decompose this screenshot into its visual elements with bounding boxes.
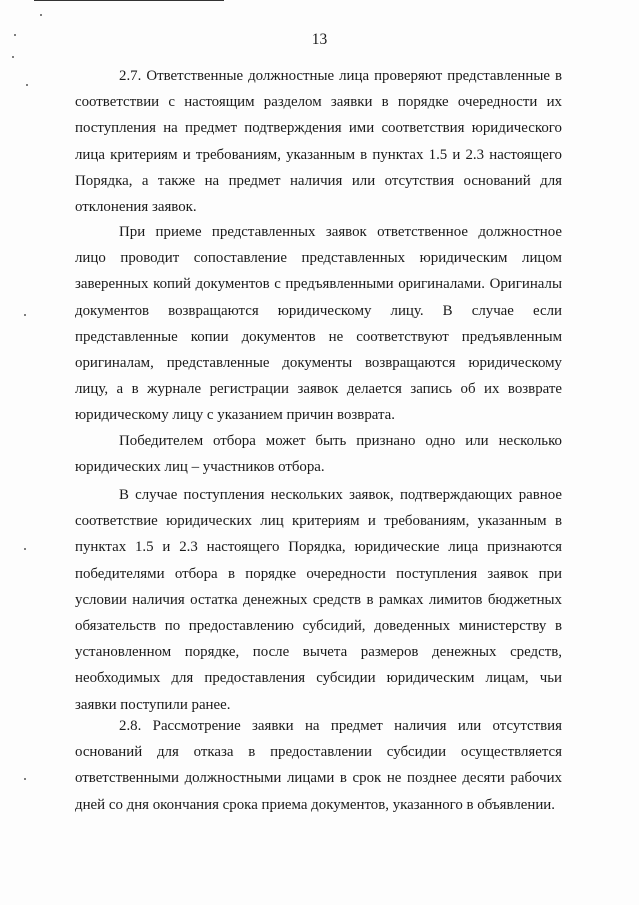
scan-speck: [12, 56, 14, 58]
paragraph-2-8: 2.8. Рассмотрение заявки на предмет наличия или отсутствия оснований для отказа в предоставлении субсидии осуществляется ответственными должностными лицами в срок не позднее десяти рабочих дней со дня окончания срока приема документов, указанного в объявлении.: [75, 718, 562, 813]
scan-speck: [24, 314, 26, 316]
paragraph-winner: Победителем отбора может быть признано одно или несколько юридических лиц – участников отбора.: [75, 433, 562, 476]
top-rule: [34, 0, 224, 1]
page-number: 13: [311, 31, 328, 48]
paragraph-2-7: 2.7. Ответственные должностные лица проверяют представленные в соответствии с настоящим разделом заявки в порядке очередности их поступления на предмет подтверждения ими соответствия юридического лица критериям и требованиям, указанным в пунктах 1.5 и 2.3 настоящего Порядка, а также на предмет наличия или отсутствия оснований для отклонения заявок.: [75, 68, 562, 216]
scan-speck: [24, 548, 26, 550]
paragraph-acceptance-check: При приеме представленных заявок ответственное должностное лицо проводит сопоставление представленных юридическим лицом заверенных копий документов с предъявленными оригиналами. Оригиналы документов возвращаются юридическому лицу. В случае если представленные копии документов не соответствуют предъявленным оригиналам, представленные документы возвращаются юридическому лицу, а в журнале регистрации заявок делается запись об их возврате юридическому лицу с указанием причин возврата.: [75, 224, 562, 424]
scan-speck: [24, 778, 26, 780]
scan-speck: [40, 14, 42, 16]
scan-speck: [26, 84, 28, 86]
paragraph-multiple-applications: В случае поступления нескольких заявок, подтверждающих равное соответствие юридических лиц критериям и требованиям, указанным в пунктах 1.5 и 2.3 настоящего Порядка, юридические лица признаются победителями отбора в порядке очередности поступления заявок при условии наличия остатка денежных средств в рамках лимитов бюджетных обязательств по предоставлению субсидий, доведенных министерству в установленном порядке, после вычета размеров денежных средств, необходимых для предоставления субсидии юридическим лицам, чьи заявки поступили ранее.: [75, 487, 562, 713]
